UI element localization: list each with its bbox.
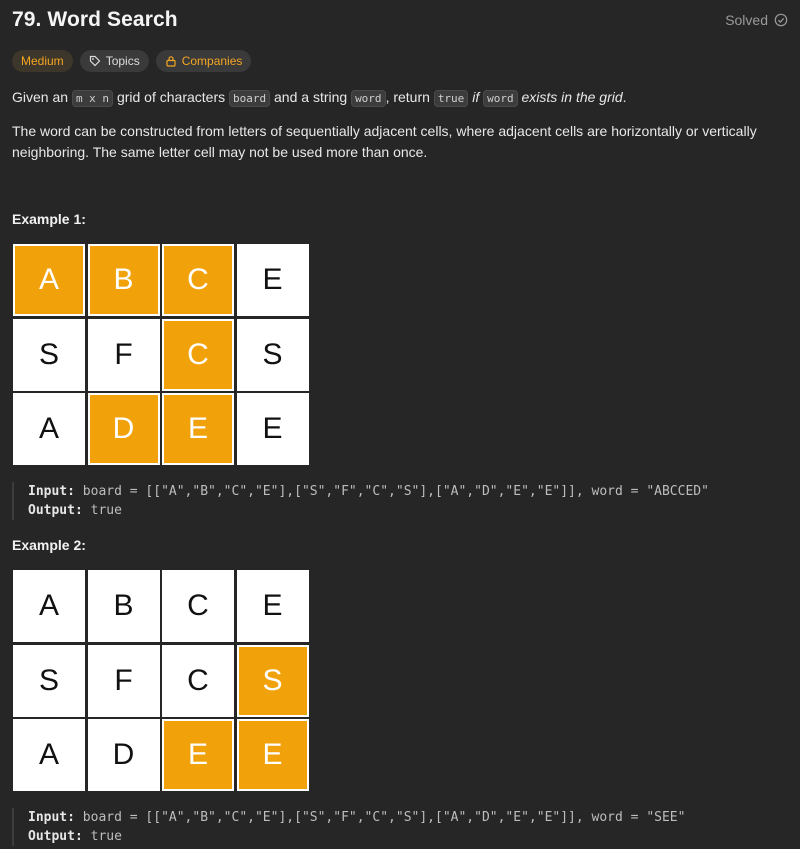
output-label: Output: — [28, 503, 83, 518]
board-cell: C — [162, 645, 234, 717]
tag-row — [12, 50, 251, 72]
output-value: true — [90, 503, 122, 518]
board-cell: B — [88, 570, 160, 642]
board-cell: C — [162, 319, 234, 391]
code-word-2: word — [483, 90, 518, 107]
description-paragraph-1: Given an m x n grid of characters board and a string word , return true if word exists in the grid. — [12, 89, 627, 105]
check-circle-icon — [774, 13, 788, 27]
board-cell: S — [13, 645, 85, 717]
board-cell: E — [237, 393, 309, 465]
board-cell: E — [237, 570, 309, 642]
board-cell: S — [13, 319, 85, 391]
board-cell: A — [13, 244, 85, 316]
input-value: board = [["A","B","C","E"],["S","F","C","S"],["A","D","E","E"]], word = "SEE" — [82, 810, 686, 825]
code-board: board — [229, 90, 270, 107]
code-m-x-n: m x n — [72, 90, 113, 107]
example-1-board — [12, 243, 310, 469]
difficulty-label: Medium — [21, 54, 64, 68]
description-paragraph-2: The word can be constructed from letters of sequentially adjacent cells, where adjacent cells are horizontally or vertically neighboring. The same letter cell may not be used more than once. — [12, 123, 757, 160]
board-cell: B — [88, 244, 160, 316]
board-cell: E — [237, 244, 309, 316]
example-2-io — [12, 808, 800, 846]
board-cell: E — [237, 719, 309, 791]
topics-label: Topics — [105, 54, 140, 68]
board-cell: F — [88, 319, 160, 391]
board-cell: D — [88, 719, 160, 791]
board-cell: F — [88, 645, 160, 717]
code-true: true — [434, 90, 469, 107]
board-cell: A — [13, 393, 85, 465]
board-cell: A — [13, 719, 85, 791]
problem-title[interactable]: 79. Word Search — [12, 8, 178, 31]
title-row — [12, 8, 788, 36]
solved-label: Solved — [725, 12, 768, 28]
input-label: Input: — [28, 810, 75, 825]
code-word: word — [351, 90, 386, 107]
solved-status — [725, 12, 788, 28]
board-cell: D — [88, 393, 160, 465]
lock-icon — [165, 55, 177, 67]
companies-button[interactable] — [156, 50, 252, 72]
board-cell: C — [162, 570, 234, 642]
tag-icon — [89, 55, 101, 67]
board-cell: E — [162, 719, 234, 791]
example-2-board — [12, 569, 310, 795]
topics-button[interactable] — [80, 50, 149, 72]
board-cell: E — [162, 393, 234, 465]
board-cell: A — [13, 570, 85, 642]
board-cell: C — [162, 244, 234, 316]
output-label: Output: — [28, 829, 83, 844]
input-label: Input: — [28, 484, 75, 499]
companies-label: Companies — [181, 54, 243, 68]
board-cell: S — [237, 645, 309, 717]
difficulty-badge — [12, 50, 73, 72]
example-1-heading: Example 1: — [12, 211, 86, 227]
output-value: true — [90, 829, 122, 844]
example-1-io — [12, 482, 800, 520]
example-2-heading: Example 2: — [12, 537, 86, 553]
board-cell: S — [237, 319, 309, 391]
input-value: board = [["A","B","C","E"],["S","F","C","S"],["A","D","E","E"]], word = "ABCCED" — [82, 484, 709, 499]
